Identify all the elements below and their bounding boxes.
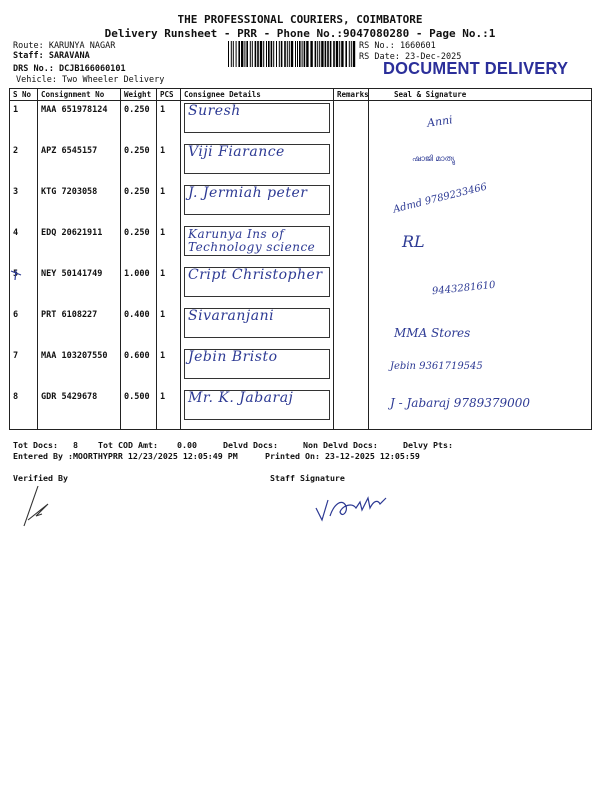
drs-number: DRS No.: DCJB166060101 — [13, 64, 126, 74]
row-remarks — [334, 101, 369, 143]
document-delivery-stamp: DOCUMENT DELIVERY — [383, 59, 569, 79]
row-sno: 1 — [10, 101, 38, 143]
row-consignment: MAA 651978124 — [38, 101, 121, 143]
row-pcs: 1 — [157, 265, 181, 306]
seal-signature: MMA Stores — [394, 326, 471, 340]
row-sno: 4 — [10, 224, 38, 265]
col-consignment: Consignment No — [38, 89, 121, 101]
row-remarks — [334, 347, 369, 388]
row-pcs: 1 — [157, 388, 181, 430]
row-pcs: 1 — [157, 347, 181, 388]
col-seal: Seal & Signature — [369, 89, 592, 101]
row-pcs: 1 — [157, 306, 181, 347]
row-weight: 1.000 — [121, 265, 157, 306]
col-weight: Weight — [121, 89, 157, 101]
row-remarks — [334, 183, 369, 224]
table-row — [10, 101, 592, 143]
row-weight: 0.250 — [121, 101, 157, 143]
barcode-image — [228, 41, 356, 67]
row-weight: 0.400 — [121, 306, 157, 347]
table-row — [10, 388, 592, 430]
row-pcs: 1 — [157, 224, 181, 265]
tot-docs-label: Tot Docs: — [13, 440, 58, 450]
row-remarks — [334, 306, 369, 347]
document-subtitle: Delivery Runsheet - PRR - Phone No.:9047080280 - Page No.:1 — [104, 27, 496, 40]
col-sno: S No — [10, 89, 38, 101]
row-consignment: MAA 103207550 — [38, 347, 121, 388]
seal-signature: Jebin 9361719545 — [390, 361, 483, 372]
runsheet-table — [9, 88, 592, 430]
printed-on: Printed On: 23-12-2025 12:05:59 — [265, 451, 420, 461]
row-consignment: EDQ 20621911 — [38, 224, 121, 265]
rs-date: RS Date: 23-Dec-2025 — [359, 52, 462, 62]
row-sno: 8 — [10, 388, 38, 430]
route-label: Route: KARUNYA NAGAR — [13, 41, 116, 51]
col-consignee: Consignee Details — [181, 89, 334, 101]
seal-signature: 9443281610 — [431, 279, 497, 298]
row-weight: 0.250 — [121, 142, 157, 183]
row-remarks — [334, 224, 369, 265]
row-sno: 6 — [10, 306, 38, 347]
row-sno: 5 — [10, 265, 38, 306]
row-weight: 0.500 — [121, 388, 157, 430]
row-pcs: 1 — [157, 183, 181, 224]
seal-signature: Admd 9789233466 — [392, 181, 489, 216]
row-pcs: 1 — [157, 142, 181, 183]
table-row — [10, 142, 592, 183]
delvd-docs-label: Delvd Docs: — [223, 440, 278, 450]
seal-signature: Anni — [426, 113, 454, 130]
consignee-handwriting: Karunya Ins of Technology science — [188, 227, 316, 254]
rs-number: RS No.: 1660601 — [359, 41, 436, 51]
row-weight: 0.250 — [121, 183, 157, 224]
entered-by: Entered By :MOORTHYPRR 12/23/2025 12:05:49 PM — [13, 451, 238, 461]
seal-signature: J - Jabaraj 9789379000 — [390, 396, 531, 410]
vehicle-label: Vehicle: Two Wheeler Delivery — [16, 75, 165, 85]
consignee-handwriting: Viji Fiarance — [188, 144, 285, 160]
row-consignment: GDR 5429678 — [38, 388, 121, 430]
row-consignment: NEY 50141749 — [38, 265, 121, 306]
row-consignment: APZ 6545157 — [38, 142, 121, 183]
table-row — [10, 224, 592, 265]
tot-cod-value: 0.00 — [177, 440, 197, 450]
seal-signature: RL — [402, 232, 425, 251]
row-remarks — [334, 265, 369, 306]
document-title: THE PROFESSIONAL COURIERS, COIMBATORE — [177, 13, 423, 26]
pen-mark-icon — [9, 268, 27, 284]
staff-label: Staff: SARAVANA — [13, 51, 90, 61]
consignee-handwriting: Sivaranjani — [188, 308, 275, 324]
row-sno: 7 — [10, 347, 38, 388]
row-remarks — [334, 142, 369, 183]
table-row — [10, 347, 592, 388]
verifier-signature-icon — [22, 484, 52, 530]
consignee-handwriting: Suresh — [188, 103, 241, 119]
row-weight: 0.250 — [121, 224, 157, 265]
table-header-row — [10, 89, 592, 101]
row-consignment: KTG 7203058 — [38, 183, 121, 224]
staff-signature-icon — [312, 486, 404, 526]
consignee-handwriting: Mr. K. Jabaraj — [188, 390, 294, 406]
col-remarks: Remarks — [334, 89, 369, 101]
tot-docs-value: 8 — [73, 440, 78, 450]
delvy-pts-label: Delvy Pts: — [403, 440, 453, 450]
consignee-handwriting: Cript Christopher — [188, 267, 323, 283]
table-row — [10, 306, 592, 347]
seal-signature: ഷാജി മാത്യു — [412, 154, 455, 163]
non-delvd-docs-label: Non Delvd Docs: — [303, 440, 378, 450]
row-remarks — [334, 388, 369, 430]
row-pcs: 1 — [157, 101, 181, 143]
consignee-handwriting: J. Jermiah peter — [188, 185, 308, 201]
staff-signature-label: Staff Signature — [270, 473, 345, 483]
verified-by-label: Verified By — [13, 473, 68, 483]
table-row — [10, 183, 592, 224]
tot-cod-label: Tot COD Amt: — [98, 440, 158, 450]
row-sno: 2 — [10, 142, 38, 183]
table-row — [10, 265, 592, 306]
row-weight: 0.600 — [121, 347, 157, 388]
row-sno: 3 — [10, 183, 38, 224]
col-pcs: PCS — [157, 89, 181, 101]
row-consignment: PRT 6108227 — [38, 306, 121, 347]
consignee-handwriting: Jebin Bristo — [188, 349, 278, 365]
